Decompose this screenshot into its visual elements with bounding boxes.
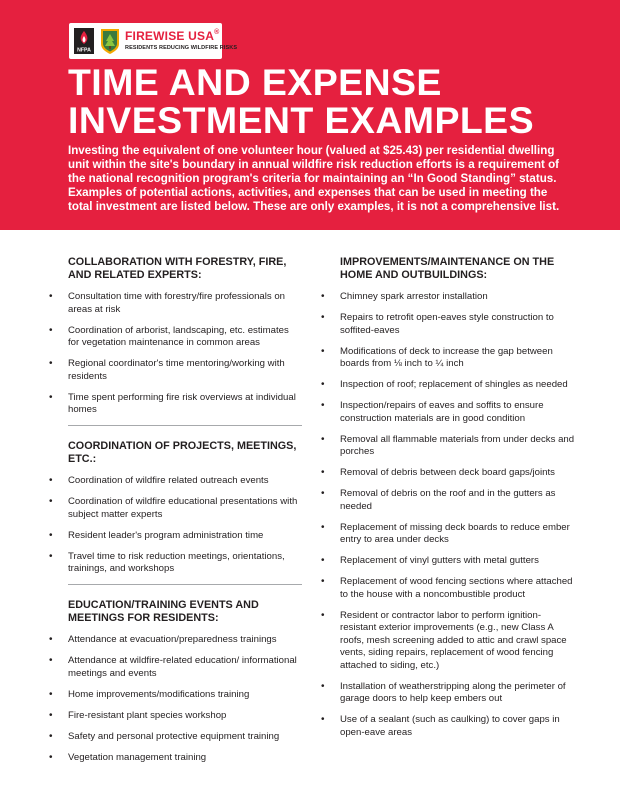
list-item-text: Replacement of wood fencing sections where attached to the house with a noncombustible product (340, 576, 573, 600)
bullet-icon: • (49, 688, 53, 700)
list-item-text: Resident or contractor labor to perform ignition-resistant exterior improvements (e.g., new Class A roofs, mesh screening added to attic and crawl space vents, siding repairs, replacement of wood fencing attached to siding, etc.) (340, 609, 567, 671)
brand-tagline: RESIDENTS REDUCING WILDFIRE RISKS (125, 45, 238, 51)
list-item-text: Use of a sealant (such as caulking) to cover gaps in open-eave areas (340, 714, 560, 738)
list-item-text: Coordination of arborist, landscaping, etc. estimates for vegetation maintenance in common areas (68, 324, 289, 348)
list-item-text: Home improvements/modifications training (68, 688, 250, 700)
list-item (49, 475, 302, 488)
list-item-text: Safety and personal protective equipment training (68, 730, 280, 742)
list-item-text: Travel time to risk reduction meetings, orientations, trainings, and workshops (68, 550, 285, 574)
list-item (49, 324, 302, 350)
list-item (321, 433, 576, 459)
item-list (49, 634, 302, 764)
bullet-icon: • (49, 634, 53, 645)
list-item (49, 550, 302, 576)
header-banner (0, 0, 620, 230)
list-item (49, 709, 302, 723)
item-list (49, 291, 302, 417)
section-divider (68, 584, 302, 585)
list-item (321, 714, 576, 739)
list-item-text: Regional coordinator's time mentoring/working with residents (68, 358, 285, 382)
list-item-text: Chimney spark arrestor installation (340, 291, 488, 302)
section-heading: IMPROVEMENTS/MAINTENANCE ON THE HOME AND OUTBUILDINGS: (340, 256, 555, 281)
bullet-icon: • (321, 576, 325, 587)
list-item (321, 467, 576, 480)
intro-paragraph: Investing the equivalent of one volunteer hour (valued at $25.43) per residential dwelling unit within the site's boundary in annual wildfire risk reduction efforts is a requirement of the national recognition program's criteria for maintaining an “In Good Standing” status. Examples of potential actions, activities, and expenses that can be used in meeting the total investment are listed below. These are only examples, it is not a comprehensive list. (68, 144, 560, 213)
section-collaboration (49, 256, 302, 417)
bullet-icon: • (49, 730, 53, 742)
bullet-icon: • (49, 751, 53, 763)
brand-name (125, 29, 219, 43)
bullet-icon: • (321, 488, 325, 499)
list-item (49, 730, 302, 744)
list-item (321, 291, 576, 304)
list-item (321, 609, 576, 673)
bullet-icon: • (321, 555, 325, 566)
list-item-text: Time spent performing fire risk overviews at individual homes (68, 391, 296, 415)
nfpa-logo-icon (73, 27, 95, 55)
bullet-icon: • (321, 379, 325, 390)
firewise-logo (69, 23, 238, 59)
title-line-2: INVESTMENT EXAMPLES (68, 99, 534, 141)
list-item (321, 488, 576, 513)
bullet-icon: • (321, 433, 325, 445)
list-item-text: Removal of debris on the roof and in the gutters as needed (340, 488, 556, 512)
list-item-text: Installation of weatherstripping along the perimeter of garage doors to help keep embers out (340, 680, 566, 704)
section-heading: COLLABORATION WITH FORESTRY, FIRE, AND RELATED EXPERTS: (68, 256, 287, 281)
bullet-icon: • (49, 529, 53, 541)
bullet-icon: • (321, 345, 325, 357)
list-item (49, 391, 302, 417)
list-item (321, 555, 576, 568)
bullet-icon: • (321, 400, 325, 411)
list-item-text: Inspection of roof; replacement of shingles as needed (340, 379, 568, 390)
list-item-text: Removal all flammable materials from under decks and porches (340, 433, 575, 457)
bullet-icon: • (321, 714, 325, 725)
list-item (49, 291, 302, 316)
list-item-text: Attendance at evacuation/preparedness trainings (68, 634, 277, 645)
list-item-text: Coordination of wildfire related outreach events (68, 475, 269, 486)
bullet-icon: • (49, 655, 53, 666)
list-item-text: Removal of debris between deck board gaps/joints (340, 467, 555, 478)
list-item (321, 312, 576, 337)
section-divider (68, 425, 302, 426)
list-item-text: Replacement of vinyl gutters with metal gutters (340, 555, 539, 566)
list-item-text: Attendance at wildfire-related education/ informational meetings and events (68, 655, 297, 679)
item-list (49, 475, 302, 576)
section-coordination (49, 440, 302, 576)
bullet-icon: • (321, 680, 325, 692)
list-item (49, 634, 302, 647)
brand-name-text: FIREWISE USA (125, 29, 215, 43)
page-title (68, 63, 588, 139)
list-item (49, 529, 302, 543)
list-item-text: Resident leader's program administration time (68, 529, 264, 541)
list-item (49, 688, 302, 702)
list-item (321, 400, 576, 425)
right-column (321, 256, 576, 748)
bullet-icon: • (321, 312, 325, 323)
bullet-icon: • (321, 291, 325, 302)
list-item (49, 655, 302, 680)
bullet-icon: • (49, 709, 53, 721)
list-item (321, 379, 576, 392)
list-item-text: Coordination of wildfire educational presentations with subject matter experts (68, 496, 298, 520)
bullet-icon: • (49, 550, 53, 562)
list-item (49, 358, 302, 383)
list-item (321, 680, 576, 706)
list-item (321, 576, 576, 601)
bullet-icon: • (321, 521, 325, 533)
list-item (321, 345, 576, 371)
list-item (321, 521, 576, 547)
list-item-text: Consultation time with forestry/fire professionals on areas at risk (68, 291, 286, 315)
section-heading: COORDINATION OF PROJECTS, MEETINGS, ETC.: (68, 440, 297, 465)
section-improvements (321, 256, 576, 739)
bullet-icon: • (49, 391, 53, 403)
bullet-icon: • (321, 467, 325, 478)
registered-mark: ® (214, 29, 220, 36)
list-item-text: Inspection/repairs of eaves and soffits to ensure construction materials are in good condition (340, 400, 544, 424)
left-column (49, 256, 302, 773)
list-item (49, 496, 302, 521)
bullet-icon: • (321, 609, 325, 621)
list-item (49, 751, 302, 765)
list-item-text: Fire-resistant plant species workshop (68, 709, 227, 721)
bullet-icon: • (49, 475, 53, 486)
firewise-badge-icon (99, 27, 121, 55)
item-list (321, 291, 576, 739)
list-item-text: Vegetation management training (68, 751, 207, 763)
bullet-icon: • (49, 291, 53, 302)
bullet-icon: • (49, 358, 53, 369)
bullet-icon: • (49, 496, 53, 507)
bullet-icon: • (49, 324, 53, 336)
title-line-1: TIME AND EXPENSE (68, 61, 442, 103)
nfpa-logo-text: NFPA (77, 47, 91, 54)
section-heading: EDUCATION/TRAINING EVENTS AND MEETINGS FOR RESIDENTS: (68, 599, 259, 624)
list-item-text: Modifications of deck to increase the gap between boards from ⅛ inch to ¼ inch (340, 345, 553, 369)
section-education (49, 599, 302, 764)
list-item-text: Replacement of missing deck boards to reduce ember entry to area under decks (340, 521, 570, 545)
list-item-text: Repairs to retrofit open-eaves style construction to soffited-eaves (340, 312, 554, 336)
